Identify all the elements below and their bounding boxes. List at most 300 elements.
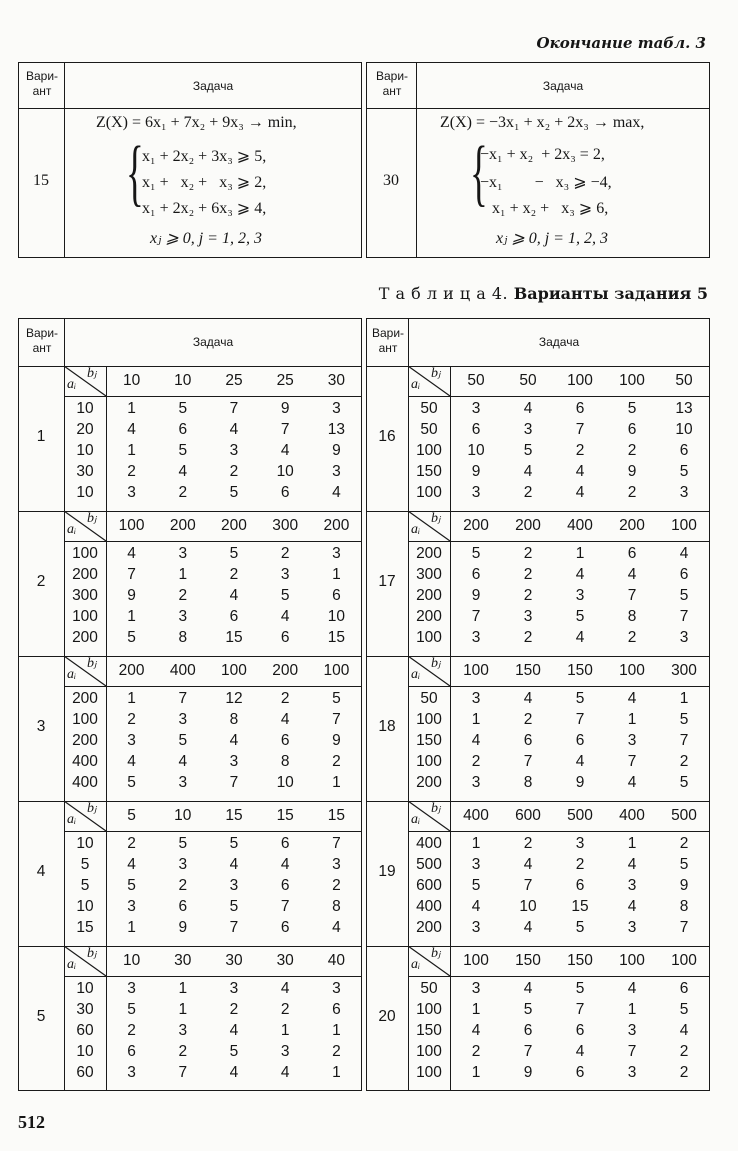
b-value: 150	[515, 662, 541, 679]
b-value: 200	[619, 517, 645, 534]
cost-value: 3	[471, 980, 481, 997]
cost-value: 4	[280, 442, 290, 459]
table-4	[18, 318, 710, 1081]
cost-value: 4	[332, 919, 341, 936]
table-3-continuation	[18, 62, 710, 258]
b-value: 30	[174, 952, 192, 969]
a-value: 200	[416, 545, 442, 562]
cost-value: 3	[280, 1043, 290, 1060]
b-value: 5	[127, 807, 136, 824]
cost-value: 4	[471, 732, 481, 749]
cost-value: 3	[127, 898, 136, 915]
cost-value: 3	[627, 919, 637, 936]
cost-value: 3	[229, 442, 239, 459]
cost-value: 10	[276, 774, 294, 791]
cost-value: 4	[280, 980, 290, 997]
cost-value: 5	[679, 463, 689, 480]
cost-value: 6	[280, 484, 290, 501]
a-value: 300	[72, 587, 98, 604]
cost-value: 7	[627, 753, 637, 770]
cost-value: 1	[471, 1001, 481, 1018]
b-row-divider	[64, 541, 362, 542]
cost-value: 15	[571, 898, 589, 915]
a-value: 10	[76, 898, 94, 915]
cost-value: 3	[178, 856, 188, 873]
a-value: 400	[416, 835, 442, 852]
b-value: 50	[519, 372, 537, 389]
col-task-header: Задача	[192, 79, 234, 93]
cost-value: 9	[178, 919, 188, 936]
variant-number: 16	[378, 428, 396, 445]
cost-value: 10	[675, 421, 693, 438]
b-value: 15	[327, 807, 346, 824]
cost-value: 3	[178, 545, 188, 562]
cost-value: 1	[127, 442, 136, 459]
cost-value: 12	[225, 690, 243, 707]
cost-value: 4	[575, 1043, 585, 1060]
cost-value: 4	[178, 463, 188, 480]
a-value: 400	[72, 753, 98, 770]
cost-value: 2	[229, 1001, 239, 1018]
cost-value: 8	[178, 629, 188, 646]
cost-value: 1	[178, 980, 188, 997]
system-brace: {	[470, 132, 488, 214]
cost-value: 2	[229, 463, 239, 480]
cost-value: 5	[679, 1001, 689, 1018]
cost-value: 3	[575, 835, 585, 852]
cost-value: 7	[627, 587, 637, 604]
corner-b-label: bⱼ	[431, 946, 441, 961]
cost-value: 5	[229, 545, 239, 562]
cost-value: 3	[127, 484, 136, 501]
b-row-divider	[64, 976, 362, 977]
cost-value: 7	[178, 1064, 188, 1081]
b-row-divider	[408, 831, 710, 832]
cost-value: 7	[332, 835, 341, 852]
a-value: 100	[416, 711, 442, 728]
b-value: 100	[221, 662, 247, 679]
corner-a-label: aᵢ	[411, 667, 421, 682]
cost-value: 7	[523, 877, 533, 894]
cost-value: 3	[178, 608, 188, 625]
variant-number: 18	[378, 718, 396, 735]
a-value: 60	[76, 1064, 94, 1081]
cost-value: 2	[679, 1043, 689, 1060]
cost-value: 2	[523, 835, 533, 852]
cost-value: 6	[523, 732, 533, 749]
b-value: 200	[323, 517, 350, 534]
cost-value: 3	[471, 774, 481, 791]
b-row-divider	[408, 686, 710, 687]
cost-value: 7	[471, 608, 481, 625]
cost-value: 4	[178, 753, 188, 770]
b-value: 150	[567, 952, 593, 969]
cost-value: 10	[519, 898, 537, 915]
cost-value: 3	[471, 919, 481, 936]
cost-value: 5	[178, 835, 188, 852]
b-row-divider	[408, 396, 710, 397]
b-value: 15	[276, 807, 294, 824]
b-row-divider	[64, 396, 362, 397]
b-value: 15	[225, 807, 243, 824]
b-value: 150	[567, 662, 593, 679]
cost-value: 2	[523, 545, 533, 562]
corner-b-label: bⱼ	[431, 801, 441, 816]
b-value: 500	[567, 807, 593, 824]
cost-value: 7	[523, 1043, 533, 1060]
corner-a-label: aᵢ	[67, 377, 77, 392]
cost-value: 4	[280, 608, 290, 625]
cost-value: 4	[127, 421, 136, 438]
cost-value: 7	[523, 753, 533, 770]
b-value: 30	[327, 372, 346, 389]
b-value: 100	[619, 662, 645, 679]
a-value: 20	[76, 421, 94, 438]
cost-value: 7	[127, 566, 136, 583]
a-value: 200	[416, 919, 442, 936]
cost-value: 7	[575, 421, 585, 438]
cost-value: 6	[575, 732, 585, 749]
cost-value: 3	[679, 629, 689, 646]
cost-value: 8	[679, 898, 689, 915]
cost-value: 7	[679, 732, 689, 749]
variant-number: 19	[378, 863, 396, 880]
cost-value: 3	[229, 753, 239, 770]
corner-b-label: bⱼ	[87, 366, 97, 381]
cost-value: 4	[627, 898, 637, 915]
cost-value: 3	[178, 774, 188, 791]
cost-value: 7	[229, 919, 239, 936]
caption-prefix: Т а б л и ц а 4.	[378, 284, 509, 303]
a-value: 200	[72, 566, 98, 583]
objective-function: Z(X) = −3x₁ + x₂ + 2x₃ → max,	[440, 114, 645, 131]
a-value: 100	[72, 545, 98, 562]
cost-value: 3	[471, 629, 481, 646]
cost-value: 9	[127, 587, 136, 604]
b-value: 100	[463, 662, 489, 679]
cost-value: 3	[523, 608, 533, 625]
cost-value: 1	[471, 711, 481, 728]
caption-title: Варианты задания 5	[513, 284, 708, 303]
b-value: 200	[169, 517, 196, 534]
b-row-divider	[64, 831, 362, 832]
a-value: 30	[76, 463, 94, 480]
variant-number: 3	[36, 718, 46, 735]
b-value: 300	[671, 662, 697, 679]
cost-value: 6	[280, 835, 290, 852]
cost-value: 2	[178, 587, 188, 604]
b-value: 100	[463, 952, 489, 969]
b-value: 25	[276, 372, 294, 389]
col-variant-header: Вари- ант	[25, 326, 59, 355]
corner-a-label: aᵢ	[67, 957, 77, 972]
cost-value: 6	[575, 1022, 585, 1039]
cost-value: 8	[332, 898, 341, 915]
a-value: 5	[80, 877, 90, 894]
cost-value: 2	[575, 856, 585, 873]
constraint: x₁ + 2x₂ + 3x₃ ⩾ 5,	[142, 148, 267, 165]
continuation-note: Окончание табл. 3	[536, 34, 706, 52]
a-value: 400	[416, 898, 442, 915]
cost-value: 5	[471, 545, 481, 562]
cost-value: 9	[627, 463, 637, 480]
cost-value: 15	[225, 629, 243, 646]
cost-value: 2	[679, 753, 689, 770]
cost-value: 6	[471, 566, 481, 583]
cost-value: 1	[178, 566, 188, 583]
col-task-header: Задача	[192, 335, 234, 349]
cost-value: 3	[679, 484, 689, 501]
cost-value: 5	[127, 629, 136, 646]
cost-value: 6	[627, 545, 637, 562]
corner-b-label: bⱼ	[87, 656, 97, 671]
cost-value: 3	[523, 421, 533, 438]
cost-value: 1	[471, 835, 481, 852]
cost-value: 5	[178, 732, 188, 749]
b-value: 10	[122, 952, 141, 969]
cost-value: 2	[178, 877, 188, 894]
cost-value: 7	[229, 400, 239, 417]
cost-value: 10	[327, 608, 346, 625]
cost-value: 1	[332, 774, 341, 791]
cost-value: 4	[229, 1064, 239, 1081]
a-value: 5	[80, 856, 90, 873]
cost-value: 4	[127, 753, 136, 770]
a-value: 10	[76, 980, 94, 997]
cost-value: 6	[280, 877, 290, 894]
a-value: 100	[416, 442, 442, 459]
corner-b-label: bⱼ	[431, 366, 441, 381]
cost-value: 5	[523, 1001, 533, 1018]
cost-value: 2	[627, 442, 637, 459]
cost-value: 3	[471, 856, 481, 873]
cost-value: 5	[575, 980, 585, 997]
cost-value: 3	[627, 877, 637, 894]
a-value: 100	[416, 629, 442, 646]
cost-value: 4	[627, 566, 637, 583]
cost-value: 2	[627, 629, 637, 646]
b-value: 10	[174, 807, 192, 824]
cost-value: 4	[679, 1022, 689, 1039]
cost-value: 4	[471, 1022, 481, 1039]
a-value: 100	[72, 711, 98, 728]
a-value: 50	[420, 980, 438, 997]
cost-value: 5	[679, 711, 689, 728]
cost-value: 5	[229, 898, 239, 915]
cost-value: 4	[127, 545, 136, 562]
cost-value: 5	[575, 919, 585, 936]
cost-value: 3	[332, 463, 341, 480]
cost-value: 13	[327, 421, 346, 438]
b-row-divider	[64, 686, 362, 687]
constraint: x₁ + 2x₂ + 6x₃ ⩾ 4,	[142, 200, 267, 217]
a-value: 100	[416, 1001, 442, 1018]
corner-b-label: bⱼ	[87, 946, 97, 961]
variant-number: 5	[36, 1008, 46, 1025]
a-value: 10	[76, 442, 94, 459]
cost-value: 5	[229, 484, 239, 501]
cost-value: 4	[679, 545, 689, 562]
cost-value: 3	[471, 484, 481, 501]
cost-value: 1	[332, 1022, 341, 1039]
cost-value: 2	[127, 835, 136, 852]
cost-value: 4	[575, 566, 585, 583]
cost-value: 4	[575, 753, 585, 770]
cost-value: 6	[679, 566, 689, 583]
cost-value: 6	[332, 1001, 341, 1018]
cost-value: 9	[575, 774, 585, 791]
cost-value: 3	[575, 587, 585, 604]
cost-value: 8	[280, 753, 290, 770]
col-task-header: Задача	[538, 335, 580, 349]
cost-value: 5	[229, 835, 239, 852]
cost-value: 2	[575, 442, 585, 459]
a-value: 50	[420, 421, 438, 438]
cost-value: 7	[178, 690, 188, 707]
a-value: 500	[416, 856, 442, 873]
cost-value: 5	[332, 690, 341, 707]
a-value: 30	[76, 1001, 94, 1018]
cost-value: 3	[178, 1022, 188, 1039]
a-value: 600	[416, 877, 442, 894]
b-value: 300	[272, 517, 299, 534]
cost-value: 1	[332, 1064, 341, 1081]
cost-value: 4	[627, 856, 637, 873]
cost-value: 9	[471, 463, 481, 480]
cost-value: 2	[332, 1043, 341, 1060]
objective-function: Z(X) = 6x₁ + 7x₂ + 9x₃ → min,	[96, 114, 297, 131]
corner-a-label: aᵢ	[411, 957, 421, 972]
cost-value: 4	[627, 980, 637, 997]
cost-value: 5	[575, 608, 585, 625]
variant-number: 1	[36, 428, 46, 445]
b-value: 200	[118, 662, 145, 679]
cost-value: 2	[280, 690, 290, 707]
cost-value: 5	[280, 587, 290, 604]
cost-value: 4	[280, 1064, 290, 1081]
cost-value: 2	[229, 566, 239, 583]
table-4-caption	[379, 284, 708, 303]
cost-value: 9	[679, 877, 689, 894]
a-value: 10	[76, 1043, 94, 1060]
cost-value: 1	[127, 400, 136, 417]
cost-value: 2	[178, 484, 188, 501]
cost-value: 9	[280, 400, 290, 417]
cost-value: 8	[523, 774, 533, 791]
b-row-divider	[408, 976, 710, 977]
cost-value: 7	[679, 608, 689, 625]
cost-value: 8	[627, 608, 637, 625]
cost-value: 3	[280, 566, 290, 583]
cost-value: 6	[679, 442, 689, 459]
cost-value: 3	[229, 980, 239, 997]
cost-value: 6	[471, 421, 481, 438]
b-value: 100	[619, 952, 645, 969]
cost-value: 2	[332, 877, 341, 894]
corner-b-label: bⱼ	[431, 656, 441, 671]
cost-value: 1	[178, 1001, 188, 1018]
a-value: 100	[416, 1043, 442, 1060]
corner-a-label: aᵢ	[411, 377, 421, 392]
col-variant-header: Вари- ант	[25, 69, 59, 98]
col-variant-header: Вари- ант	[371, 326, 405, 355]
cost-value: 5	[575, 690, 585, 707]
cost-value: 2	[127, 711, 136, 728]
cost-value: 4	[575, 629, 585, 646]
cost-value: 1	[679, 690, 689, 707]
cost-value: 3	[471, 690, 481, 707]
cost-value: 4	[523, 856, 533, 873]
corner-a-label: aᵢ	[411, 522, 421, 537]
cost-value: 3	[332, 856, 341, 873]
cost-value: 13	[675, 400, 693, 417]
b-value: 400	[169, 662, 196, 679]
variant-number: 2	[36, 573, 46, 590]
cost-value: 4	[280, 711, 290, 728]
cost-value: 6	[178, 421, 188, 438]
a-value: 150	[416, 1022, 442, 1039]
corner-b-label: bⱼ	[87, 801, 97, 816]
a-value: 10	[76, 400, 94, 417]
cost-value: 4	[280, 856, 290, 873]
cost-value: 4	[229, 421, 239, 438]
a-value: 200	[72, 629, 98, 646]
cost-value: 1	[627, 1001, 637, 1018]
b-value: 100	[567, 372, 593, 389]
cost-value: 6	[627, 421, 637, 438]
cost-value: 6	[178, 898, 188, 915]
cost-value: 6	[280, 629, 290, 646]
cost-value: 4	[229, 587, 239, 604]
a-value: 15	[76, 919, 94, 936]
a-value: 300	[416, 566, 442, 583]
a-value: 60	[76, 1022, 94, 1039]
a-value: 200	[416, 774, 442, 791]
cost-value: 1	[127, 919, 136, 936]
a-value: 200	[72, 690, 98, 707]
corner-b-label: bⱼ	[87, 511, 97, 526]
cost-value: 9	[332, 732, 341, 749]
b-value: 400	[619, 807, 645, 824]
cost-value: 7	[575, 1001, 585, 1018]
cost-value: 2	[523, 566, 533, 583]
cost-value: 5	[127, 774, 136, 791]
b-value: 100	[671, 952, 697, 969]
cost-value: 3	[332, 400, 341, 417]
cost-value: 4	[127, 856, 136, 873]
cost-value: 3	[627, 1064, 637, 1081]
cost-value: 3	[127, 980, 136, 997]
col-task-header: Задача	[542, 79, 584, 93]
cost-value: 1	[127, 690, 136, 707]
b-value: 400	[463, 807, 489, 824]
cost-value: 2	[523, 711, 533, 728]
cost-value: 4	[523, 919, 533, 936]
cost-value: 7	[679, 919, 689, 936]
a-value: 150	[416, 732, 442, 749]
variant-number: 30	[383, 172, 399, 189]
cost-value: 7	[575, 711, 585, 728]
b-value: 100	[118, 517, 145, 534]
cost-value: 6	[523, 1022, 533, 1039]
a-value: 10	[76, 484, 94, 501]
b-value: 200	[463, 517, 489, 534]
cost-value: 2	[523, 587, 533, 604]
b-value: 100	[323, 662, 350, 679]
cost-value: 6	[229, 608, 239, 625]
b-value: 150	[515, 952, 541, 969]
cost-value: 4	[523, 400, 533, 417]
